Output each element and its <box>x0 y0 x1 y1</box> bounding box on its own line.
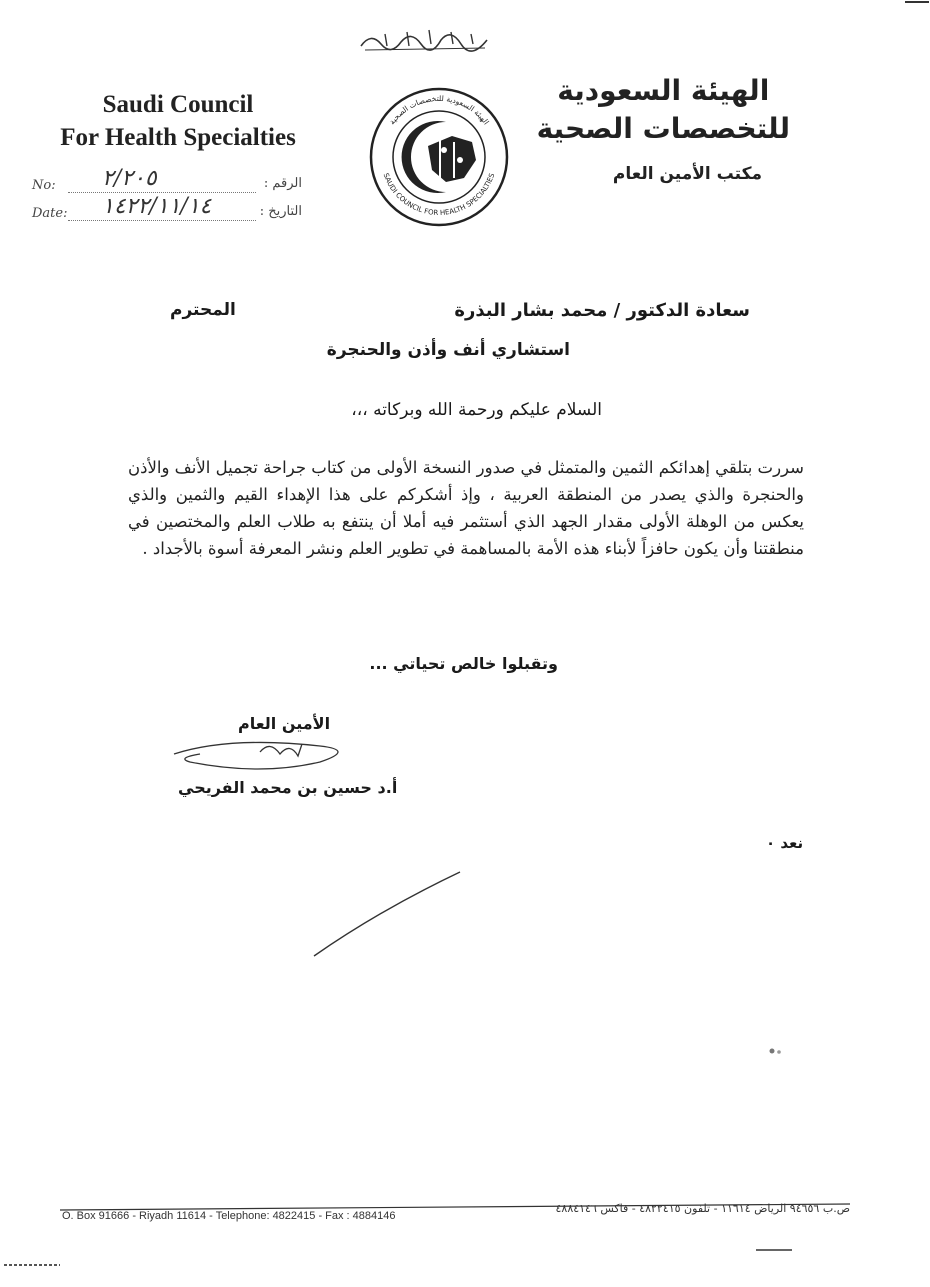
greeting: السلام عليكم ورحمة الله وبركاته ،،، <box>351 400 602 420</box>
office-name-ar: مكتب الأمين العام <box>612 164 762 184</box>
footer-address-en: O. Box 91666 - Riyadh 11614 - Telephone: 4822415 - Fax : 4884146 <box>62 1210 396 1222</box>
number-value: ٢/٢٠٥ <box>102 166 157 191</box>
reference-date-row <box>32 194 302 226</box>
addressee-position: استشاري أنف وأذن والحنجرة <box>326 340 570 360</box>
logo-ring-text-ar: الهيئة السعودية للتخصصات الصحية <box>387 93 491 127</box>
closing-line: وتقبلوا خالص تحياتي ... <box>369 654 558 673</box>
number-label-ar: الرقم : <box>263 176 302 191</box>
number-dotted-line <box>68 192 256 193</box>
date-label-ar: التاريخ : <box>259 204 302 219</box>
scan-mark <box>756 1249 792 1251</box>
pen-stroke <box>310 866 470 962</box>
scan-mark <box>4 1252 60 1256</box>
basmala-calligraphy <box>355 26 495 56</box>
number-label-en: No: <box>32 178 56 193</box>
org-name-ar-line2: للتخصصات الصحية <box>536 112 790 145</box>
signatory-title: الأمين العام <box>238 714 331 733</box>
org-name-en-line1: Saudi Council <box>102 91 254 118</box>
org-name-en-line2: For Health Specialties <box>60 124 296 151</box>
addressee: سعادة الدكتور / محمد بشار البذرة <box>454 300 750 321</box>
handwritten-signature <box>170 732 360 778</box>
org-name-ar <box>537 72 790 148</box>
date-value: ١٤٢٢/١١/١٤ <box>102 194 212 219</box>
council-logo <box>368 86 510 228</box>
scan-mark <box>768 1040 784 1048</box>
signatory-name: أ.د حسين بن محمد الفريحي <box>178 778 398 797</box>
logo-ring-text-en: SAUDI COUNCIL FOR HEALTH SPECIALTIES <box>381 172 497 218</box>
copy-note: نعد ٠ <box>766 834 804 852</box>
letter-body: سررت بتلقي إهدائكم الثمين والمتمثل في صدور النسخة الأولى من كتاب جراحة تجميل الأنف والأذن والحنجرة والذي يصدر من المنطقة العربية ، وإذ أشكركم على هذا الإهداء القيم والثمين والذي يعكس من الوهلة الأولى مقدار الجهد الذي أستثمر فيه أملا أن ينتفع به طلاب العلم والمختصين في منطقتنا وأن يكون حافزاً لأبناء هذه الأمة بالمساهمة في تطوير العلم ونشر المعرفة أسوة بالأجداد . <box>128 458 804 558</box>
date-label-en: Date: <box>32 206 68 221</box>
org-name-en <box>28 88 328 154</box>
respected-title: المحترم <box>170 300 236 320</box>
date-dotted-line <box>68 220 256 221</box>
scan-mark <box>905 1 929 3</box>
footer-address-ar: ص.ب ٩٤٦٥٦ الرياض ١١٦١٤ - تلفون ٤٨٢٢٤١٥ - فاكس ٤٨٨٤١٤٦ <box>555 1202 850 1215</box>
org-name-ar-line1: الهيئة السعودية <box>557 74 770 107</box>
